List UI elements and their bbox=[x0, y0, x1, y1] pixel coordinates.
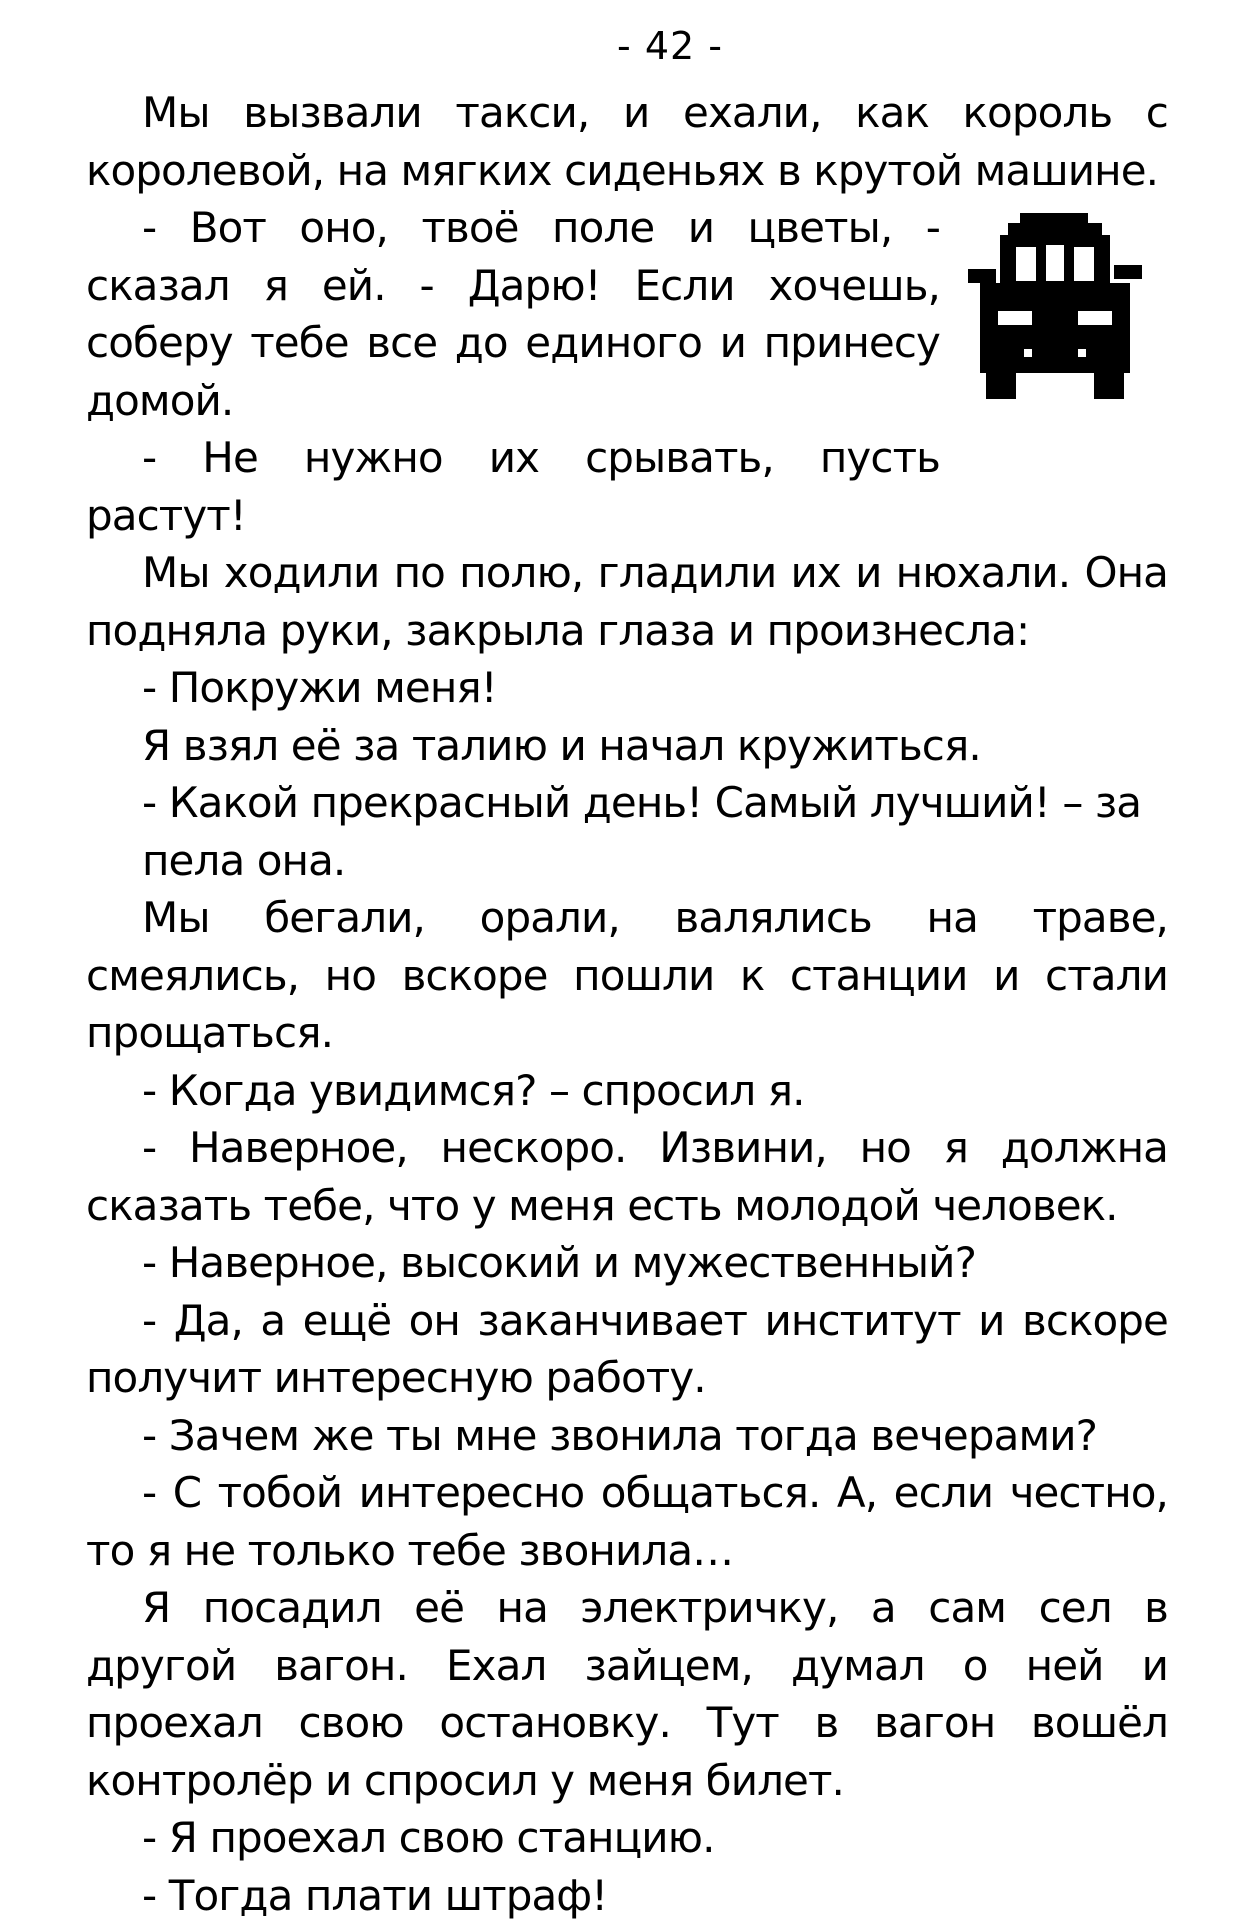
paragraph-12: - Да, а ещё он заканчивает институт и вскоре получит интересную работу. bbox=[86, 1292, 1168, 1407]
paragraph-17: - Тогда плати штраф! bbox=[86, 1867, 1168, 1924]
paragraph-4: Мы ходили по полю, гладили их и нюхали. Она подняла руки, закрыла глаза и произнесла: bbox=[86, 544, 1168, 659]
paragraph-10: - Наверное, нескоро. Извини, но я должна сказать тебе, что у меня есть молодой человек. bbox=[86, 1119, 1168, 1234]
car-front-icon bbox=[950, 199, 1160, 419]
page-number: - 42 - bbox=[0, 22, 1240, 70]
paragraph-16: - Я проехал свою станцию. bbox=[86, 1809, 1168, 1867]
paragraph-3: - Не нужно их срывать, пусть растут! bbox=[86, 429, 1168, 544]
page-text bbox=[86, 84, 1168, 1924]
paragraph-1: Мы вызвали такси, и ехали, как король с королевой, на мягких сиденьях в крутой машине. bbox=[86, 84, 1168, 199]
paragraph-14: - С тобой интересно общаться. А, если честно, то я не только тебе звонила… bbox=[86, 1464, 1168, 1579]
paragraph-5: - Покружи меня! bbox=[86, 659, 1168, 717]
paragraph-15: Я посадил её на электричку, а сам сел в другой вагон. Ехал зайцем, думал о ней и проехал свою остановку. Тут в вагон вошёл контролёр и спросил у меня билет. bbox=[86, 1579, 1168, 1809]
paragraph-6: Я взял её за талию и начал кружиться. bbox=[86, 717, 1168, 775]
car-illustration bbox=[950, 199, 1160, 431]
paragraph-8: Мы бегали, орали, валялись на траве, смеялись, но вскоре пошли к станции и стали прощаться. bbox=[86, 889, 1168, 1062]
paragraph-7: - Какой прекрасный день! Самый лучший! – за bbox=[86, 774, 1168, 832]
paragraph-11: - Наверное, высокий и мужественный? bbox=[86, 1234, 1168, 1292]
paragraph-2: - Вот оно, твоё поле и цветы, - сказал я ей. - Дарю! Если хочешь, соберу тебе все до единого и принесу домой. bbox=[86, 199, 1168, 429]
paragraph-13: - Зачем же ты мне звонила тогда вечерами? bbox=[86, 1407, 1168, 1465]
paragraph-7-continued: пела она. bbox=[86, 832, 1168, 890]
paragraph-9: - Когда увидимся? – спросил я. bbox=[86, 1062, 1168, 1120]
